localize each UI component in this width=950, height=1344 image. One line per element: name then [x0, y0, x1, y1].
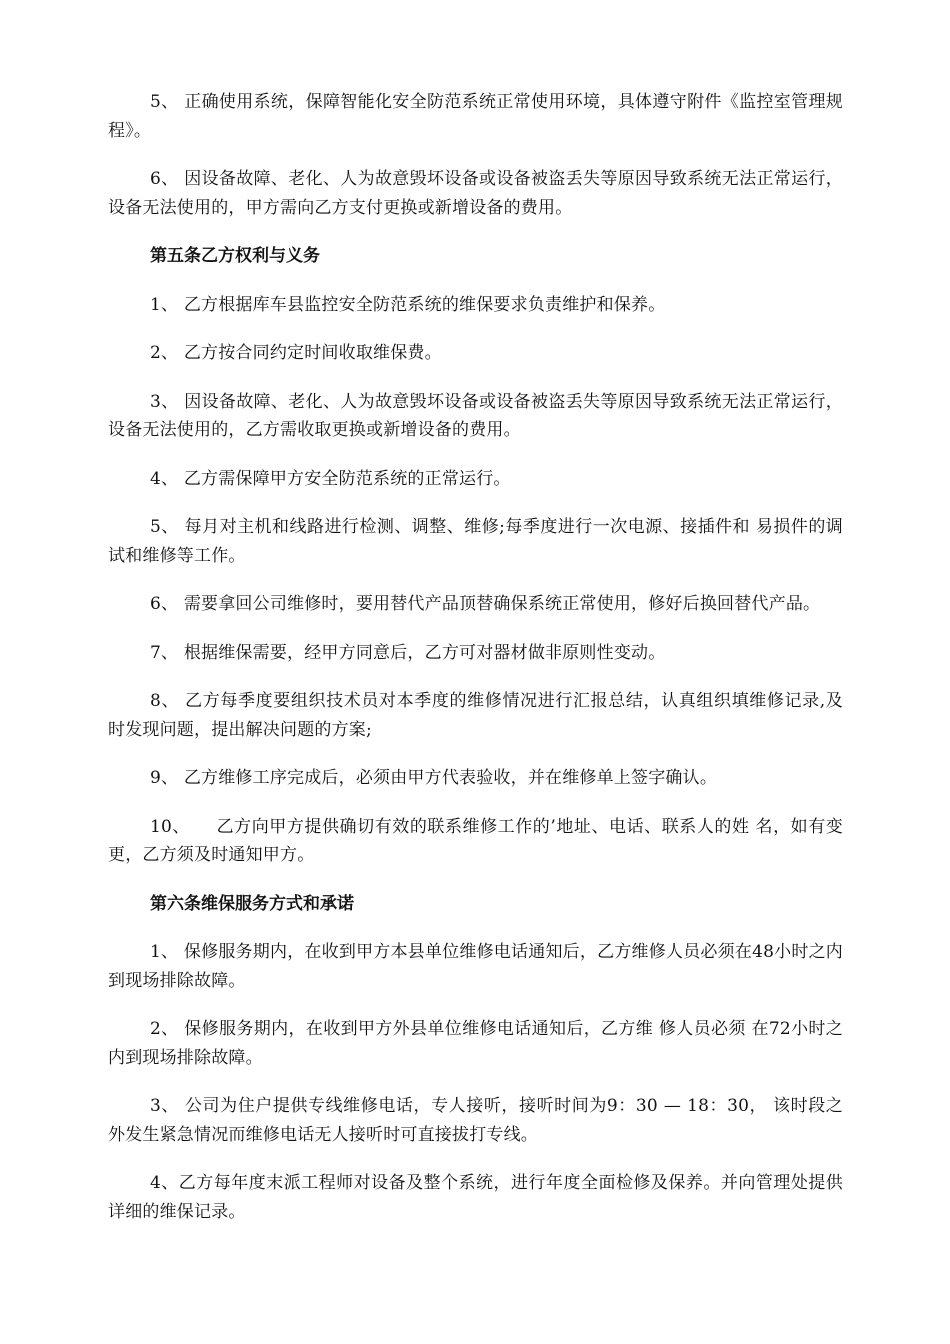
section-5-item-5: 5、 每月对主机和线路进行检测、调整、维修;每季度进行一次电源、接插件和 易损件的调试和维修等工作。: [108, 517, 843, 566]
paragraph-item-6: 6、 因设备故障、老化、人为故意毁坏设备或设备被盗丢失等原因导致系统无法正常运行，设备无法使用的，甲方需向乙方支付更换或新增设备的费用。: [108, 169, 843, 218]
section-5-item-9: 9、 乙方维修工序完成后，必须由甲方代表验收，并在维修单上签字确认。: [150, 768, 718, 788]
section-5-item-3: 3、 因设备故障、老化、人为故意毁坏设备或设备被盗丢失等原因导致系统无法正常运行，设备无法使用的，乙方需收取更换或新增设备的费用。: [108, 391, 843, 440]
paragraph-item-5: 5、 正确使用系统，保障智能化安全防范系统正常使用环境，具体遵守附件《监控室管理规程》。: [108, 92, 843, 141]
section-6-item-2: 2、 保修服务期内，在收到甲方外县单位维修电话通知后，乙方维 修人员必须 在72小时之内到现场排除故障。: [108, 1019, 843, 1068]
section-5-item-1: 1、 乙方根据库车县监控安全防范系统的维保要求负责维护和保养。: [150, 294, 666, 315]
section-5-item-4: 4、 乙方需保障甲方安全防范系统的正常运行。: [150, 468, 511, 489]
section-6-item-4: 4、乙方每年度末派工程师对设备及整个系统，进行年度全面检修及保养。并向管理处提供详细的维保记录。: [108, 1173, 843, 1222]
section-6-item-3: 3、 公司为住户提供专线维修电话，专人接听，接听时间为9：30 — 18：30， 该时段之外发生紧急情况而维修电话无人接听时可直接拔打专线。: [108, 1096, 843, 1145]
section-6-item-1: 1、 保修服务期内，在收到甲方本县单位维修电话通知后，乙方维修人员必须在48小时之内到现场排除故障。: [108, 942, 843, 991]
section-6-heading: 第六条维保服务方式和承诺: [150, 893, 354, 914]
section-5-item-6: 6、 需要拿回公司维修时，要用替代产品顶替确保系统正常使用，修好后换回替代产品。: [150, 594, 821, 614]
section-5-heading: 第五条乙方权利与义务: [150, 246, 320, 266]
section-5-item-10: 10、 乙方向甲方提供确切有效的联系维修工作的’地址、电话、联系人的姓 名，如有变更，乙方须及时通知甲方。: [108, 816, 843, 865]
section-5-item-8: 8、 乙方每季度要组织技术员对本季度的维修情况进行汇报总结，认真组织填维修记录,及时发现问题，提出解决问题的方案;: [108, 691, 843, 740]
section-5-item-7: 7、 根据维保需要，经甲方同意后，乙方可对器材做非原则性变动。: [150, 642, 666, 663]
section-5-item-2: 2、 乙方按合同约定时间收取维保费。: [150, 343, 442, 363]
document-page: [108, 88, 843, 1246]
